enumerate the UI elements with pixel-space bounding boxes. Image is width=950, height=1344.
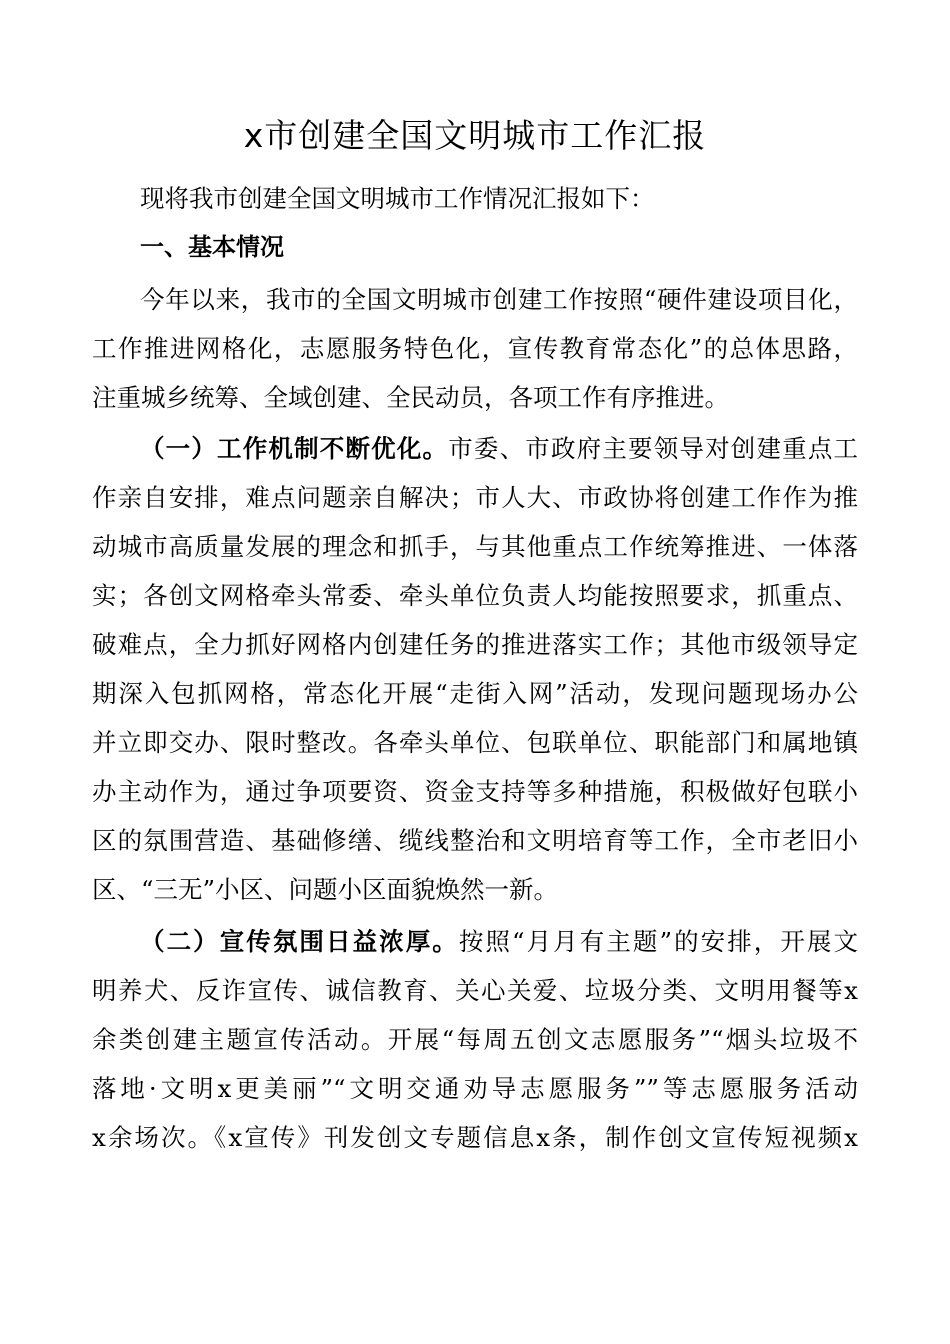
section-heading-basic-situation: 一、基本情况 xyxy=(140,233,284,261)
paragraph-line: 区的氛围营造、基础修缮、缆线整治和文明培育等工作，全市老旧小 xyxy=(92,826,858,855)
paragraph-line: 余类创建主题宣传活动。开展“每周五创文志愿服务”“烟头垃圾不 xyxy=(92,1025,858,1054)
paragraph-text: 市委、市政府主要领导对创建重点工 xyxy=(448,434,859,463)
paragraph-line: x余场次。《x宣传》刊发创文专题信息x条，制作创文宣传短视频x xyxy=(92,1123,858,1152)
paragraph-line: 动城市高质量发展的理念和抓手，与其他重点工作统筹推进、一体落 xyxy=(92,532,858,561)
paragraph-line: 工作推进网格化，志愿服务特色化，宣传教育常态化”的总体思路， xyxy=(92,334,858,363)
paragraph-line: 区、“三无”小区、问题小区面貌焕然一新。 xyxy=(92,875,559,904)
paragraph-line: 今年以来，我市的全国文明城市创建工作按照“硬件建设项目化， xyxy=(140,285,858,314)
paragraph-line: 落地·文明x更美丽”“文明交通劝导志愿服务””等志愿服务活动 xyxy=(92,1074,858,1103)
subsection-first-line xyxy=(140,917,858,966)
paragraph-line: 并立即交办、限时整改。各牵头单位、包联单位、职能部门和属地镇 xyxy=(92,728,858,757)
paragraph-line: 办主动作为，通过争项要资、资金支持等多种措施，积极做好包联小 xyxy=(92,777,858,806)
document-title: x市创建全国文明城市工作汇报 xyxy=(243,116,707,155)
intro-paragraph: 现将我市创建全国文明城市工作情况汇报如下： xyxy=(140,184,655,213)
paragraph-text: 按照“月月有主题”的安排，开展文 xyxy=(458,927,859,956)
paragraph-line: 破难点，全力抓好网格内创建任务的推进落实工作；其他市级领导定 xyxy=(92,630,858,659)
paragraph-line: 实；各创文网格牵头常委、牵头单位负责人均能按照要求，抓重点、 xyxy=(92,581,858,610)
paragraph-line: 作亲自安排，难点问题亲自解决；市人大、市政协将创建工作作为推 xyxy=(92,483,858,512)
subsection-first-line xyxy=(140,424,858,473)
paragraph-line: 期深入包抓网格，常态化开展“走街入网”活动，发现问题现场办公 xyxy=(92,679,858,708)
subsection-heading-work-mechanism: （一）工作机制不断优化。 xyxy=(140,434,449,463)
subsection-heading-publicity: （二）宣传氛围日益浓厚。 xyxy=(140,927,459,956)
paragraph-line: 明养犬、反诈宣传、诚信教育、关心关爱、垃圾分类、文明用餐等x xyxy=(92,976,858,1005)
paragraph-line: 注重城乡统筹、全域创建、全民动员，各项工作有序推进。 xyxy=(92,383,729,412)
